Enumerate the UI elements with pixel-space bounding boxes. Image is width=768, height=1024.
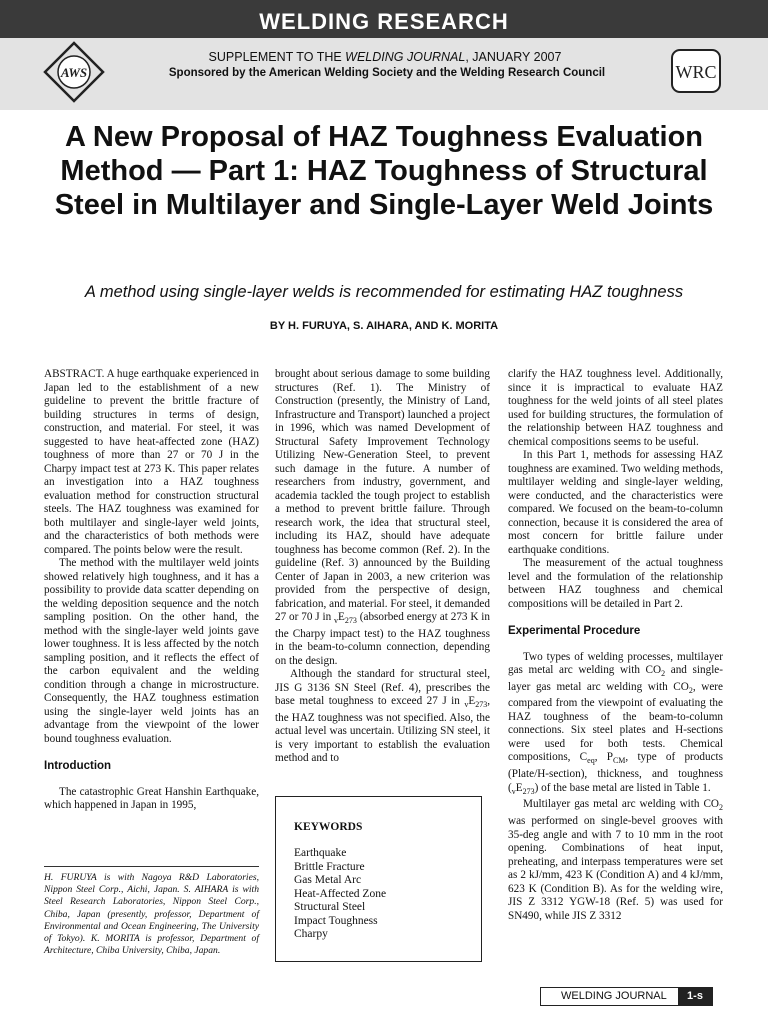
- page-footer: [540, 987, 713, 1006]
- body-paragraph: Two types of welding processes, multilayer gas metal arc welding with $CO_2$ and single-layer gas metal arc welding with $CO_2$, were compared from the viewpoint of evaluating the HAZ toughness of the beam-to-column connections. Six steel plates and H-sections were used for both tests. Chemical compositions, $C_{eq}$, $P_{CM}$, type of products (Plate/H-section), thickness, and toughness $(_vE_{273})$ of the base metal are listed in Table 1.: [508, 650, 723, 796]
- column-3: [508, 368, 723, 923]
- aws-logo-icon: [43, 41, 105, 103]
- supplement-line: [120, 50, 650, 64]
- aws-logo-text: AWS: [60, 65, 88, 80]
- page-number: 1-s: [678, 988, 712, 1005]
- wrc-logo-text: WRC: [675, 62, 717, 82]
- sponsor-line: Sponsored by the American Welding Society and the Welding Research Council: [168, 67, 606, 79]
- footer-journal-name: WELDING JOURNAL: [561, 990, 667, 1002]
- supplement-journal: WELDING JOURNAL: [345, 50, 466, 64]
- keyword-item: Earthquake: [294, 847, 347, 859]
- keyword-item: Gas Metal Arc: [294, 874, 362, 886]
- keyword-item: Heat-Affected Zone: [294, 887, 387, 900]
- keywords-heading: KEYWORDS: [294, 821, 363, 833]
- section-banner: WELDING RESEARCH: [259, 9, 509, 34]
- body-paragraph: Although the standard for structural steel, JIS G 3136 SN Steel (Ref. 4), prescribes the base metal toughness to exceed 27 J in $_vE_{273}$, the HAZ toughness was not specified. Also, the actual level was uncertain. Utilizing SN steel, it is very important to establish the evaluation method and to: [275, 668, 490, 765]
- article-title: A New Proposal of HAZ Toughness Evaluation Method — Part 1: HAZ Toughness of Structural Steel in Multilayer and Single-Layer Weld Joints: [54, 121, 714, 221]
- introduction-paragraph: The catastrophic Great Hanshin Earthquake, which happened in Japan in 1995,: [44, 785, 259, 811]
- body-paragraph: In this Part 1, methods for assessing HAZ toughness are examined. Two welding methods, multilayer welding and single-layer welding, were conducted, and the characteristics were compared. We focused on the beam-to-column connection, because it is considered the area of most concern for brittle failure under earthquake conditions.: [508, 449, 723, 556]
- body-paragraph: Multilayer gas metal arc welding with $CO_2$ was performed on single-bevel grooves with 35-deg angle and with 7 to 10 mm in the root opening. Combinations of heat input, preheating, and interpass temperatures were set as 2 kJ/mm, 423 K (Condition A) and 4 kJ/mm, 623 K (Condition B). As for the welding wire, JIS Z 3312 YGW-18 (Ref. 5) was used for SN490, while JIS Z 3312: [508, 798, 723, 922]
- experimental-procedure-heading: Experimental Procedure: [508, 625, 641, 637]
- header-band: [0, 0, 768, 38]
- author-affiliation: H. FURUYA is with Nagoya R&D Laboratories, Nippon Steel Corp., Aichi, Japan. S. AIHARA is with Steel Research Laboratories, Nippon Steel Corp., Chiba, Japan (presently, professor, Department of Environmental and Ocean Engineering, The University of Tokyo). K. MORITA is professor, Department of Architecture, Chiba University, Chiba, Japan.: [44, 866, 259, 957]
- supplement-prefix: SUPPLEMENT TO THE: [208, 50, 346, 64]
- column-2: [275, 368, 490, 766]
- wrc-logo-icon: [670, 48, 722, 94]
- body-paragraph: clarify the HAZ toughness level. Additionally, since it is impractical to evaluate HAZ toughness for the weld joints of all steel plates used for building structures, the formulation of the relationship between HAZ toughness and chemical compositions seems to be useful.: [508, 368, 723, 448]
- byline: BY H. FURUYA, S. AIHARA, AND K. MORITA: [269, 320, 499, 332]
- abstract-paragraph-2: The method with the multilayer weld joints showed relatively high toughness, and it has a possibility to provide data scatter depending on the welding deposition sequence and the notch sampling position. On the other hand, the method with the single-layer weld joints gave lower toughness. It is less affected by the notch sampling position, and it reflects the effect of the carbon equivalent and the welding condition through a change in microstructure. Consequently, the HAZ toughness estimation using the single-layer weld joints has an advantage from the viewpoint of the lower bound toughness evaluation.: [44, 557, 259, 745]
- body-paragraph: The measurement of the actual toughness level and the formulation of the relationship between HAZ toughness and chemical compositions will be detailed in Part 2.: [508, 557, 723, 610]
- keyword-item: Structural Steel: [294, 901, 366, 913]
- keyword-item: Impact Toughness: [294, 914, 378, 927]
- keyword-item: Brittle Fracture: [294, 860, 365, 873]
- abstract-paragraph-1: ABSTRACT. A huge earthquake experienced in Japan led to the establishment of a new guideline to prevent the brittle fracture of building structures in terms of design, construction, and material. For steel, it was suggested to have heat-affected zone (HAZ) toughness of more than 27 or 70 J in the Charpy impact test at 273 K. This paper relates an investigation into a HAZ toughness evaluation method for construction structural steels. The HAZ toughness was examined for both multilayer and single-layer weld joints, and the characteristics of both methods were compared. The points below were the result.: [44, 368, 259, 556]
- article-subtitle: A method using single-layer welds is recommended for estimating HAZ toughness: [84, 283, 684, 301]
- column-1: [44, 368, 259, 813]
- keyword-item: Charpy: [294, 928, 328, 940]
- body-paragraph: brought about serious damage to some building structures (Ref. 1). The Ministry of Construction (presently, the Ministry of Land, Infrastructure and Transport) launched a project in 1996, which was named Development of Structural Safety Improvement Technology Utilizing New-Generation Steel, to prevent such damage in the future. A number of researchers from industry, government, and academia tackled the tough project to establish a method to prevent brittle failure. Through research work, the idea that structural steel, including its HAZ, should have adequate toughness has become common (Ref. 2). In the guideline (Ref. 3) announced by the Building Center of Japan in 2003, a new criterion was provided from the perspective of design, fabrication, and material. For steel, it demanded 27 or 70 J in $_vE_{273}$ (absorbed energy at 273 K in the Charpy impact test) to the HAZ toughness in the beam-to-column connection, depending on the design.: [275, 368, 491, 667]
- supplement-date: , JANUARY 2007: [465, 50, 562, 64]
- introduction-heading: Introduction: [44, 760, 112, 772]
- keywords-box: [275, 796, 482, 962]
